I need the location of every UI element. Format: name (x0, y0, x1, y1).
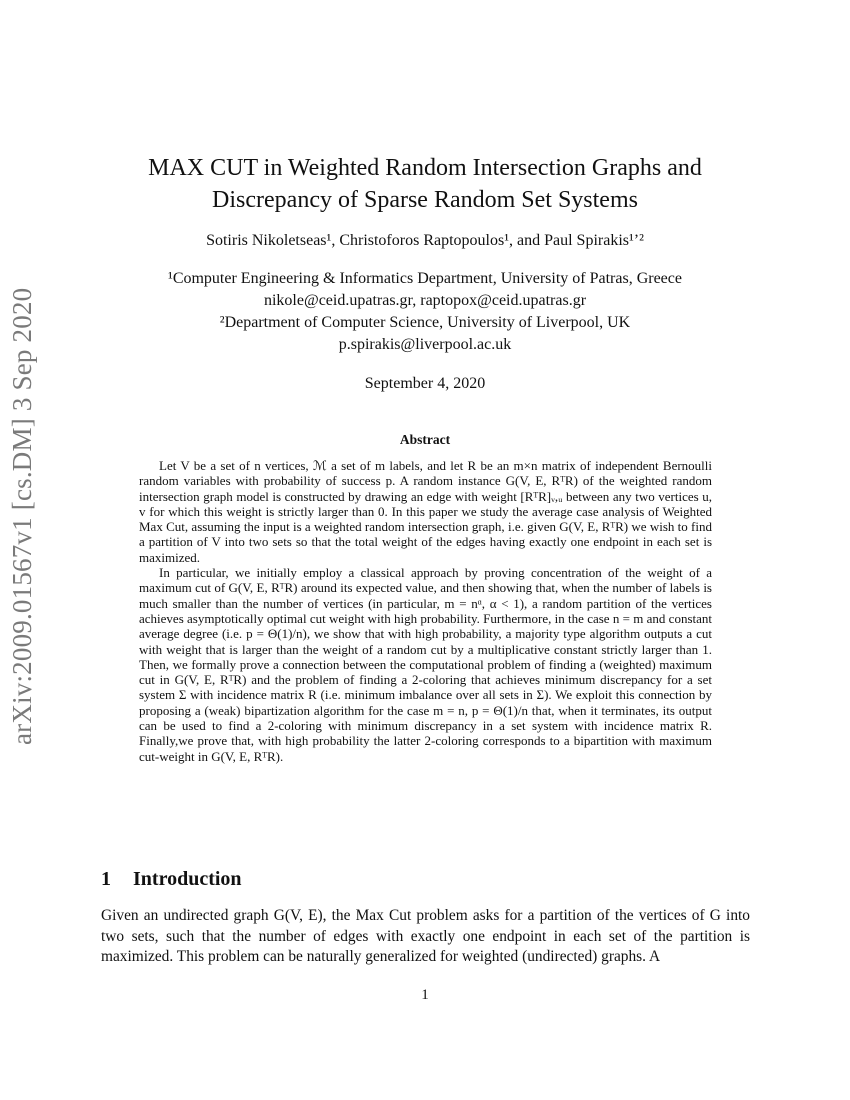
author-list: Sotiris Nikoletseas¹, Christoforos Raptopoulos¹, and Paul Spirakis¹ʼ² (206, 232, 644, 249)
arxiv-identifier: arXiv:2009.01567v1 [cs.DM] 3 Sep 2020 (7, 287, 37, 745)
section-number: 1 (101, 868, 111, 890)
title-line-1: MAX CUT in Weighted Random Intersection Graphs and (148, 155, 702, 181)
email-2: p.spirakis@liverpool.ac.uk (338, 336, 512, 353)
introduction-paragraph: Given an undirected graph G(V, E), the Max Cut problem asks for a partition of the vertices of G into two sets, such that the number of edges with exactly one endpoint in each set of the partition is maximized. This problem can be naturally generalized for weighted (undirected) graphs. A (101, 907, 750, 965)
affiliation-1: ¹Computer Engineering & Informatics Department, University of Patras, Greece (168, 270, 682, 287)
paper-title (100, 152, 750, 216)
page-number: 1 (421, 987, 429, 1003)
affiliation-2: ²Department of Computer Science, University of Liverpool, UK (219, 314, 631, 331)
section-heading (101, 868, 242, 891)
section-title: Introduction (133, 868, 242, 890)
email-1: nikole@ceid.upatras.gr, raptopox@ceid.upatras.gr (263, 292, 587, 309)
abstract-paragraph-1: Let V be a set of n vertices, ℳ a set of m labels, and let R be an m×n matrix of independent Bernoulli random variables with probability of success p. A random instance G(V, E, RᵀR) of the weighted random intersection graph model is constructed by drawing an edge with weight [RᵀR]ᵥ,ᵤ between any two vertices u, v for which this weight is strictly larger than 0. In this paper we study the average case analysis of Weighted Max Cut, assuming the input is a weighted random intersection graph, i.e. given G(V, E, RᵀR) we wish to find a partition of V into two sets so that the total weight of the edges having exactly one endpoint in each set is maximized. (139, 458, 712, 565)
abstract-body (139, 458, 712, 764)
abstract-paragraph-2: In particular, we initially employ a classical approach by proving concentration of the weight of a maximum cut of G(V, E, RᵀR) around its expected value, and then showing that, when the number of labels is much smaller than the number of vertices (in particular, m = nᵅ, α < 1), a random partition of the vertices achieves asymptotically optimal cut weight with high probability. Furthermore, in the case n = m and constant average degree (i.e. p = Θ(1)/n), we show that with high probability, a majority type algorithm outputs a cut with weight that is larger than the weight of a random cut by a multiplicative constant strictly larger than 1. Then, we formally prove a connection between the computational problem of finding a (weighted) maximum cut in G(V, E, RᵀR) and the problem of finding a 2-coloring that achieves minimum discrepancy for a set system Σ with incidence matrix R (i.e. minimum imbalance over all sets in Σ). We exploit this connection by proposing a (weak) bipartization algorithm for the case m = n, p = Θ(1)/n that, when it terminates, its output can be used to find a 2-coloring with minimum discrepancy in a set system with incidence matrix R. Finally,we prove that, with high probability the latter 2-coloring corresponds to a bipartition with maximum cut-weight in G(V, E, RᵀR). (139, 565, 712, 764)
abstract-heading: Abstract (399, 432, 451, 447)
paper-date: September 4, 2020 (364, 375, 486, 392)
title-line-2: Discrepancy of Sparse Random Set Systems (212, 187, 638, 213)
affiliations (100, 268, 750, 356)
